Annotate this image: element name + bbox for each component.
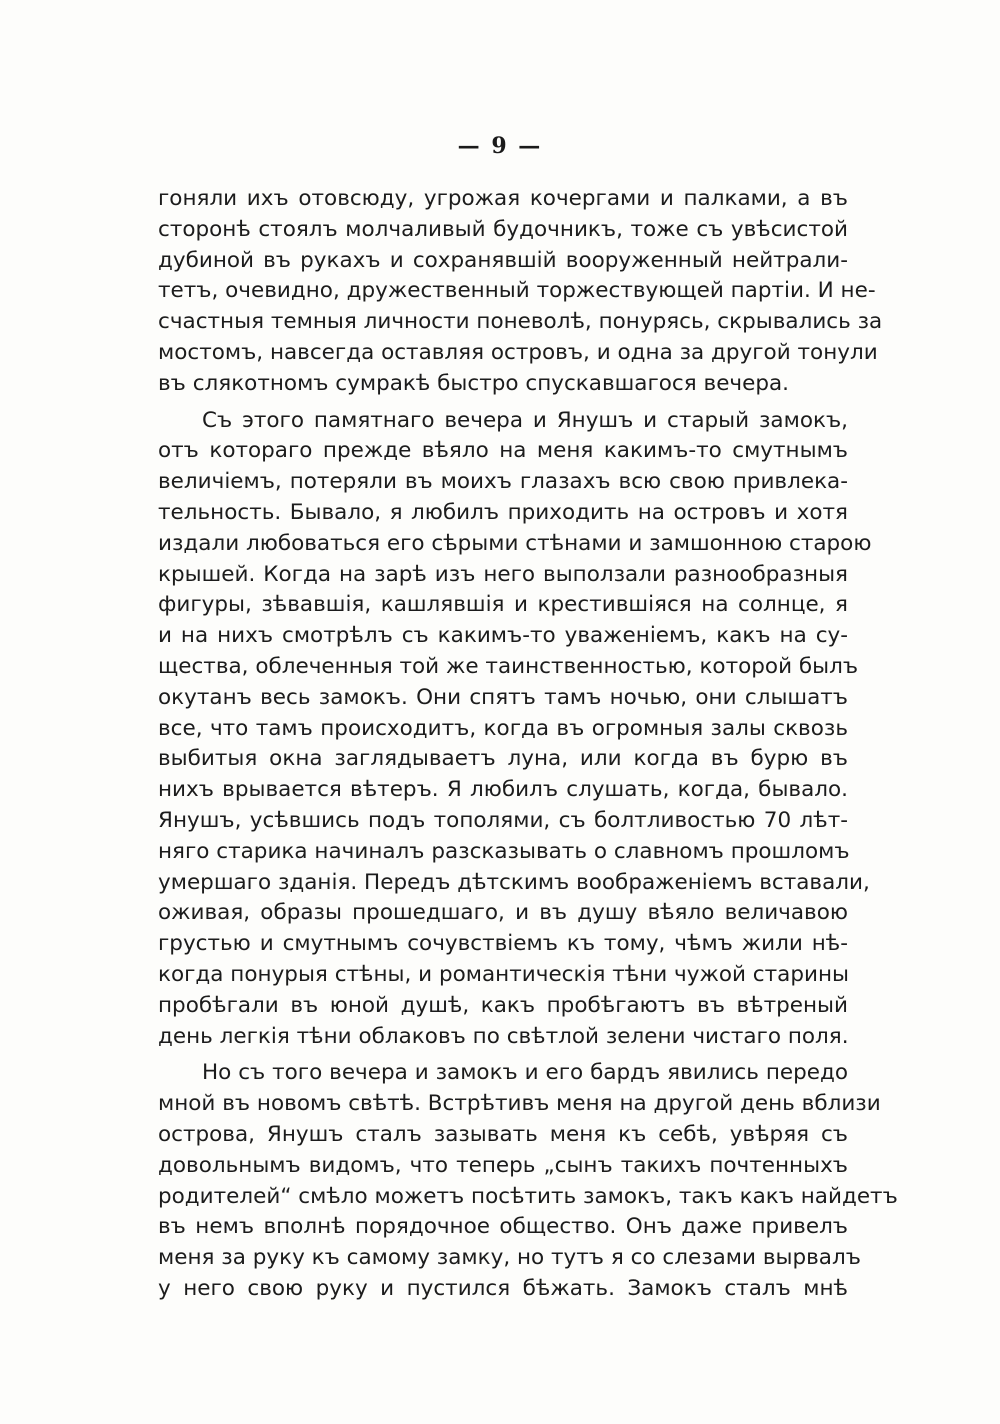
text-line: Янушъ, усѣвшись подъ тополями, съ болтливостью 70 лѣт- [158,807,848,833]
text-line: все, что тамъ происходитъ, когда въ огромныя залы сквозь [158,715,848,741]
text-line: у него свою руку и пустился бѣжать. Замокъ сталъ мнѣ [158,1275,848,1301]
text-line: издали любоваться его сѣрыми стѣнами и замшонною старою [158,530,872,556]
paragraph-1 [158,184,883,400]
text-line: няго старика начиналъ разсказывать о славномъ прошломъ [158,838,850,864]
text-line: крышей. Когда на зарѣ изъ него выползали разнообразныя [158,561,848,587]
text-line: день легкія тѣни облаковъ по свѣтлой зелени чистаго поля. [158,1023,849,1049]
page-number: — 9 — [457,133,543,159]
text-line: сторонѣ стоялъ молчаливый будочникъ, тоже съ увѣсистой [158,216,848,242]
text-line: въ немъ вполнѣ порядочное общество. Онъ даже привелъ [158,1214,848,1240]
text-line: пробѣгали въ юной душѣ, какъ пробѣгаютъ въ вѣтреный [158,992,848,1018]
paragraph-3 [158,1058,898,1304]
text-line: и на нихъ смотрѣлъ съ какимъ-то уваженіемъ, какъ на су- [158,623,848,649]
text-line: гоняли ихъ отовсюду, угрожая кочергами и палками, а въ [158,186,848,211]
text-line: меня за руку къ самому замку, но тутъ я со слезами вырвалъ [158,1245,861,1271]
text-line: Съ этого памятнаго вечера и Янушъ и старый замокъ, [202,407,848,433]
text-line: довольнымъ видомъ, что теперь „сынъ такихъ почтенныхъ [158,1152,848,1178]
text-line: тельность. Бывало, я любилъ приходить на островъ и хотя [158,499,848,525]
text-line: когда понурыя стѣны, и романтическія тѣни чужой старины [158,961,849,987]
text-line: острова, Янушъ сталъ зазывать меня къ себѣ, увѣряя съ [158,1121,848,1147]
text-line: отъ котораго прежде вѣяло на меня какимъ-то смутнымъ [158,438,848,464]
text-line: грустью и смутнымъ сочувствіемъ къ тому, чѣмъ жили нѣ- [158,931,848,957]
text-line: умершаго зданія. Передъ дѣтскимъ воображеніемъ вставали, [158,869,870,895]
text-line: окутанъ весь замокъ. Они спятъ тамъ ночью, они слышатъ [158,684,848,710]
text-line: щества, облеченныя той же таинственностью, которой былъ [158,653,859,679]
text-line: мной въ новомъ свѣтѣ. Встрѣтивъ меня на другой день вблизи [158,1091,881,1117]
text-line: родителей“ смѣло можетъ посѣтить замокъ, такъ какъ найдетъ [158,1183,898,1209]
body-text [158,184,898,1305]
text-line: нихъ врывается вѣтеръ. Я любилъ слушать, когда, бывало. [158,777,848,803]
text-line: оживая, образы прошедшаго, и въ душу вѣяло величавою [158,900,848,926]
text-line: Но съ того вечера и замокъ и его бардъ явились передо [202,1060,848,1086]
text-line: фигуры, зѣвавшія, кашлявшія и крестившіяся на солнце, я [158,592,848,618]
text-line: величіемъ, потеряли въ моихъ глазахъ всю свою привлека- [158,469,848,495]
text-line: тетъ, очевидно, дружественный торжествующей партіи. И не- [158,278,876,304]
text-line: въ слякотномъ сумракѣ быстро спускавшагося вечера. [158,370,790,396]
text-line: выбитыя окна заглядываетъ луна, или когда въ бурю въ [158,746,848,772]
text-line: дубиной въ рукахъ и сохранявшій вооруженный нейтрали- [158,247,848,273]
text-line: мостомъ, навсегда оставляя островъ, и одна за другой тонули [158,339,878,365]
text-line: счастныя темныя личности поневолѣ, понурясь, скрывались за [158,309,883,335]
paragraph-2 [158,406,872,1053]
